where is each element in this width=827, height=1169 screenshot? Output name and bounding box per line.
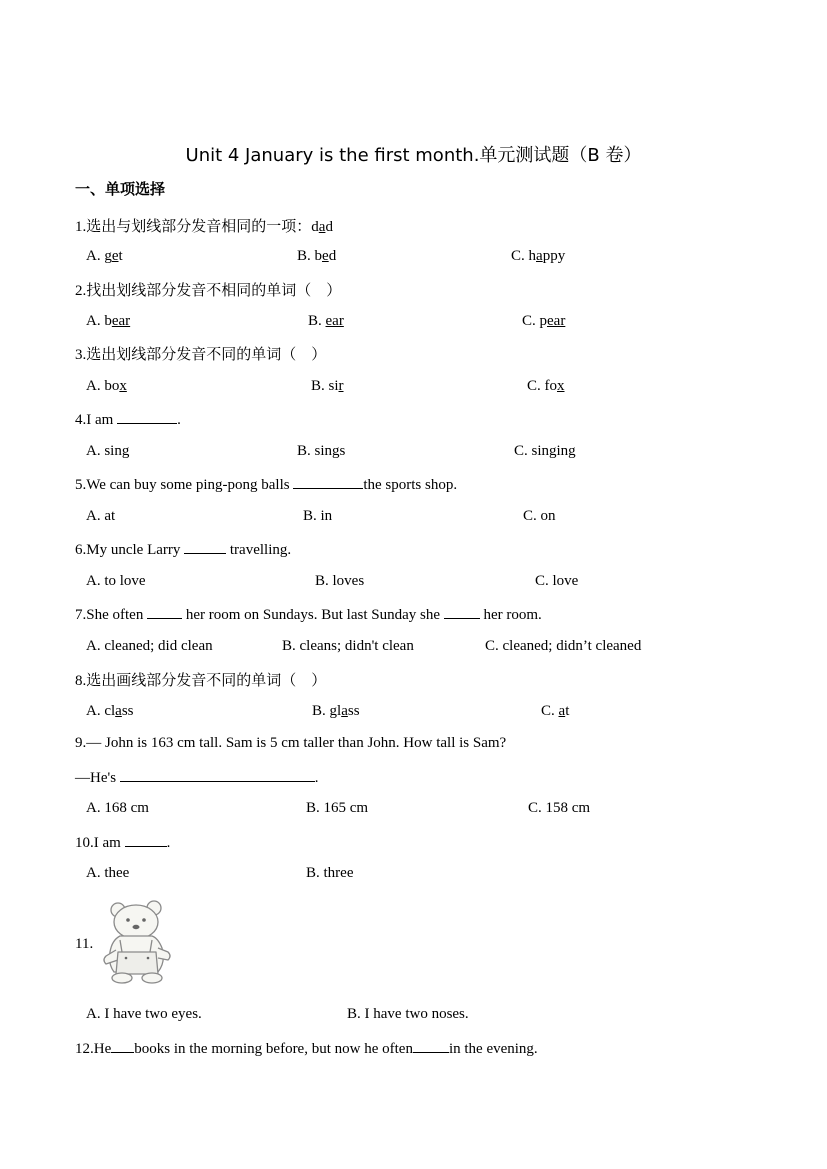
underlined-letters: a	[115, 703, 122, 719]
q4-option-b[interactable]: B. sings	[297, 443, 346, 459]
q6-option-c[interactable]: C. love	[535, 573, 579, 589]
question-text: —He's	[75, 770, 120, 786]
answer-blank[interactable]	[444, 605, 480, 619]
word-part: d	[311, 219, 319, 235]
underlined-letters: a	[341, 703, 348, 719]
question-text: 7.She often	[75, 607, 148, 623]
question-9-answer-line	[75, 768, 319, 787]
q5-option-a[interactable]: A. at	[86, 508, 116, 524]
question-9: 9.— John is 163 cm tall. Sam is 5 cm taller than John. How tall is Sam?	[75, 735, 507, 751]
q10-option-a[interactable]: A. thee	[86, 865, 130, 881]
question-2: 2.找出划线部分发音不相同的单词（ ）	[75, 283, 342, 299]
answer-blank[interactable]	[125, 833, 167, 847]
question-6	[75, 540, 291, 559]
question-text: travelling.	[226, 542, 292, 558]
q8-option-b[interactable]	[312, 703, 360, 720]
option-text: B. b	[297, 248, 323, 264]
underlined-letters: ear	[111, 313, 131, 329]
q2-option-a[interactable]	[86, 313, 130, 330]
question-10	[75, 833, 170, 852]
question-text: 1.选出与划线部分发音相同的一项：	[75, 219, 312, 235]
q11-option-b[interactable]: B. I have two noses.	[347, 1006, 469, 1022]
q6-option-b[interactable]: B. loves	[315, 573, 365, 589]
q1-option-c[interactable]	[511, 248, 565, 265]
section-heading: 一、单项选择	[75, 180, 166, 198]
question-text: 10.I am	[75, 835, 125, 851]
question-text: 12.He	[75, 1041, 112, 1057]
question-text: 4.I am	[75, 412, 118, 428]
answer-blank[interactable]	[117, 410, 177, 424]
question-text: .	[166, 835, 171, 851]
underlined-letters: ear	[325, 313, 344, 329]
answer-blank[interactable]	[293, 475, 363, 489]
q3-option-b[interactable]	[311, 378, 344, 395]
question-4	[75, 410, 181, 429]
option-text: B. si	[311, 378, 339, 394]
underlined-letters: x	[557, 378, 565, 394]
q6-option-a[interactable]: A. to love	[86, 573, 146, 589]
option-text: C. p	[522, 313, 548, 329]
page-title: Unit 4 January is the first month.单元测试题（B 卷）	[185, 145, 642, 166]
underlined-letters: e	[111, 248, 119, 264]
question-text: 6.My uncle Larry	[75, 542, 185, 558]
option-text: t	[118, 248, 123, 264]
question-text: 5.We can buy some ping-pong balls	[75, 477, 294, 493]
q7-option-a[interactable]: A. cleaned; did clean	[86, 638, 213, 654]
question-12	[75, 1039, 538, 1058]
option-text: ss	[121, 703, 134, 719]
question-text: books in the morning before, but now he often	[134, 1041, 413, 1057]
q9-option-a[interactable]: A. 168 cm	[86, 800, 149, 816]
q5-option-c[interactable]: C. on	[523, 508, 556, 524]
option-text: B. gl	[312, 703, 342, 719]
option-text: ppy	[542, 248, 566, 264]
q11-option-a[interactable]: A. I have two eyes.	[86, 1006, 202, 1022]
q8-option-c[interactable]	[541, 703, 569, 720]
option-text: A. cl	[86, 703, 116, 719]
underlined-letters: a	[536, 248, 543, 264]
q1-option-b[interactable]	[297, 248, 336, 265]
option-text: A. b	[86, 313, 112, 329]
underlined-letters: ear	[547, 313, 566, 329]
underlined-letters: r	[338, 378, 344, 394]
q9-option-c[interactable]: C. 158 cm	[528, 800, 591, 816]
underlined-letters: a	[558, 703, 566, 719]
q7-option-b[interactable]: B. cleans; didn't clean	[282, 638, 414, 654]
question-text: in the evening.	[448, 1041, 538, 1057]
option-text: C. fo	[527, 378, 557, 394]
q5-option-b[interactable]: B. in	[303, 508, 333, 524]
q3-option-a[interactable]	[86, 378, 127, 395]
answer-blank[interactable]	[111, 1039, 134, 1053]
question-3: 3.选出划线部分发音不同的单词（ ）	[75, 347, 327, 363]
question-text: .	[177, 412, 181, 428]
option-text: d	[328, 248, 337, 264]
option-text: C.	[541, 703, 559, 719]
answer-blank[interactable]	[147, 605, 182, 619]
underlined-letters: e	[322, 248, 329, 264]
question-7	[75, 605, 542, 624]
word-part: d	[325, 219, 333, 235]
option-text: B.	[308, 313, 326, 329]
question-text: the sports shop.	[363, 477, 458, 493]
answer-blank[interactable]	[184, 540, 226, 554]
question-1	[75, 215, 333, 236]
teddy-bear-illustration	[98, 900, 176, 984]
option-text: t	[565, 703, 570, 719]
q10-option-b[interactable]: B. three	[306, 865, 354, 881]
q1-option-a[interactable]	[86, 248, 123, 265]
option-text: A. bo	[86, 378, 120, 394]
q4-option-a[interactable]: A. sing	[86, 443, 130, 459]
question-text: her room.	[479, 607, 542, 623]
question-5	[75, 475, 457, 494]
question-11-number: 11.	[75, 936, 94, 952]
q3-option-c[interactable]	[527, 378, 565, 395]
question-text: her room on Sundays. But last Sunday she	[182, 607, 444, 623]
q2-option-c[interactable]	[522, 313, 565, 330]
q2-option-b[interactable]	[308, 313, 344, 330]
option-text: ss	[347, 703, 360, 719]
question-8: 8.选出画线部分发音不同的单词（ ）	[75, 673, 327, 689]
option-text: A. g	[86, 248, 112, 264]
q7-option-c[interactable]: C. cleaned; didn’t cleaned	[485, 638, 642, 654]
answer-blank[interactable]	[413, 1039, 449, 1053]
underlined-letters: x	[119, 378, 127, 394]
q8-option-a[interactable]	[86, 703, 134, 720]
answer-blank[interactable]	[120, 768, 315, 782]
q9-option-b[interactable]: B. 165 cm	[306, 800, 369, 816]
underlined-letters: a	[318, 219, 326, 235]
question-text: .	[314, 770, 319, 786]
option-text: C. h	[511, 248, 537, 264]
q4-option-c[interactable]: C. singing	[514, 443, 576, 459]
